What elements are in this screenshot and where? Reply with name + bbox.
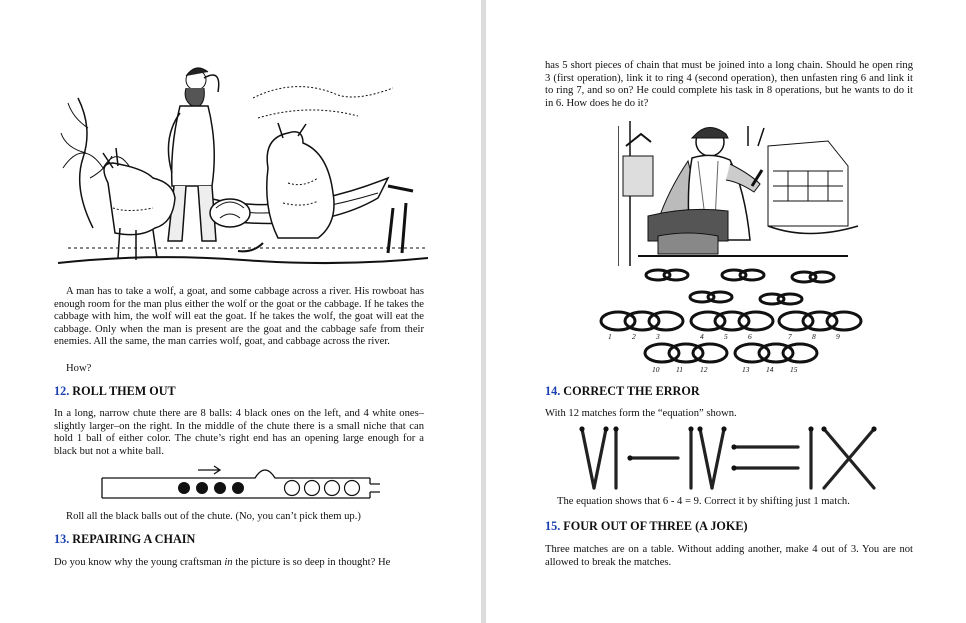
puzzle-13-title: REPAIRING A CHAIN: [72, 532, 196, 546]
ring-number: 5: [724, 332, 728, 341]
equation-caption: The equation shows that 6 - 4 = 9. Correct it by shifting just 1 match.: [557, 496, 850, 507]
puzzle-15-title: FOUR OUT OF THREE (A JOKE): [563, 519, 748, 533]
right-page: [486, 0, 966, 623]
chain-pieces-diagram: [596, 265, 866, 377]
puzzle-13-number: 13.: [54, 532, 70, 546]
puzzle-12-title: ROLL THEM OUT: [72, 384, 176, 398]
ring-number: 12: [700, 365, 708, 374]
chute-diagram: [100, 460, 385, 502]
puzzle-14-heading: [545, 384, 700, 399]
puzzle-12-text: In a long, narrow chute there are 8 balls: 4 black ones on the left, and 4 white ones–slightly larger–on the right. In the middle of the chute there is a small niche that can hold 1 ball of either color. The chute’s right end has an opening large enough for a black but not a white ball.: [54, 408, 424, 457]
how-question: How?: [66, 363, 92, 374]
ring-number: 1: [608, 332, 612, 341]
ring-number: 3: [656, 332, 660, 341]
left-page: [0, 0, 481, 623]
ring-number: 14: [766, 365, 774, 374]
blacksmith-illustration: [618, 116, 868, 266]
matchstick-equation: [578, 424, 888, 494]
ring-number: 2: [632, 332, 636, 341]
ring-number: 9: [836, 332, 840, 341]
ring-number: 8: [812, 332, 816, 341]
ring-number: 6: [748, 332, 752, 341]
ring-number: 7: [788, 332, 792, 341]
chain-continued-text: has 5 short pieces of chain that must be joined into a long chain. Should he open ring 3 (first operation), link it to ring 4 (second operation), then unfasten ring 6 and link it to ring 7, and so on? He could complete his task in 8 operations, but he wants to do it in 6. How does he do it?: [545, 60, 913, 109]
puzzle-15-text: Three matches are on a table. Without adding another, make 4 out of 3. You are not allowed to break the matches.: [545, 544, 913, 568]
italic-in: in: [224, 557, 233, 568]
ring-number: 4: [700, 332, 704, 341]
puzzle-15-heading: [545, 519, 748, 534]
puzzle-14-number: 14.: [545, 384, 561, 398]
puzzle-13-text: Do you know why the young craftsman in the picture is so deep in thought? He: [54, 557, 391, 568]
wolf-goat-cabbage-illustration: [58, 58, 428, 273]
puzzle-14-title: CORRECT THE ERROR: [563, 384, 700, 398]
puzzle-12-instruction: Roll all the black balls out of the chute. (No, you can’t pick them up.): [66, 511, 361, 522]
puzzle-14-text: With 12 matches form the “equation” shown.: [545, 408, 737, 419]
ring-number: 11: [676, 365, 683, 374]
puzzle-13-heading: [54, 532, 195, 547]
puzzle-12-heading: [54, 384, 176, 399]
wolf-goat-cabbage-text: A man has to take a wolf, a goat, and some cabbage across a river. His rowboat has enough room for the man plus either the wolf or the goat or the cabbage. If he takes the cabbage with him, the wolf will eat the goat. If he takes the wolf, the goat will eat the cabbage. Only when the man is present are the goat and the cabbage safe from their enemies. All the same, the man carries wolf, goat, and cabbage across the river.: [54, 286, 424, 348]
ring-number: 15: [790, 365, 798, 374]
ring-number: 10: [652, 365, 660, 374]
ring-number: 13: [742, 365, 750, 374]
puzzle-15-number: 15.: [545, 519, 561, 533]
puzzle-12-number: 12.: [54, 384, 70, 398]
